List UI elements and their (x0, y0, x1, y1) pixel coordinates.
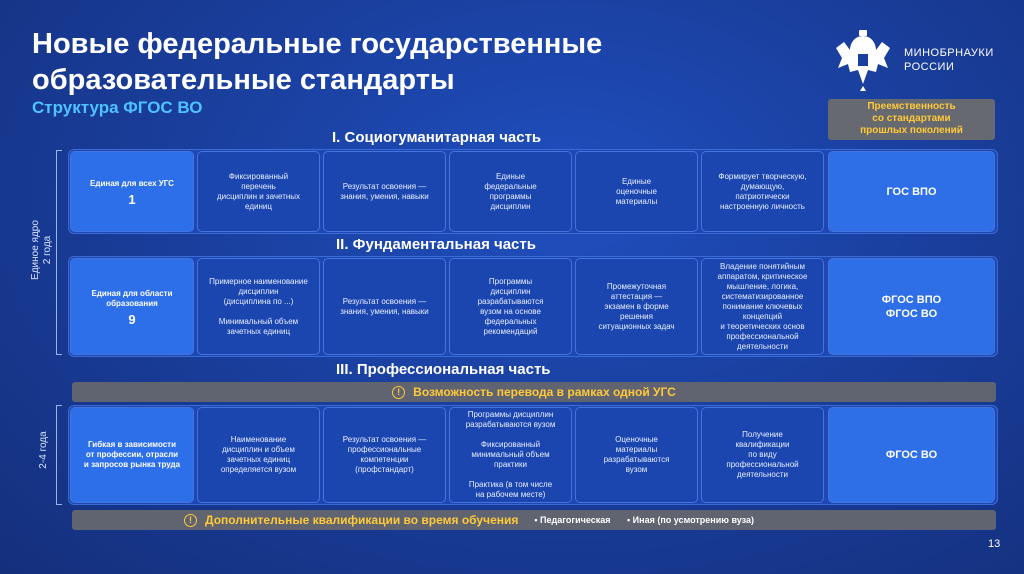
scope-number: 9 (128, 311, 136, 327)
section-2-scope (70, 258, 194, 355)
section-1-cell-1: Фиксированный перечень дисциплин и зачетных единиц (197, 151, 320, 232)
section-3-cell-1: Наименование дисциплин и объем зачетных единиц определяется вузом (197, 407, 320, 503)
section-1-cell-5: Формирует творческую, думающую, патриотически настроенную личность (701, 151, 824, 232)
scope-number: 1 (128, 191, 136, 207)
previous-standards-header: Преемственность со стандартами прошлых поколений (828, 99, 995, 140)
section-title-3: III. Профессиональная часть (336, 361, 551, 378)
section-2-cell-4: Промежуточная аттестация — экзамен в форме решения ситуационных задач (575, 258, 698, 355)
section-title-1: I. Социогуманитарная часть (332, 129, 542, 146)
extra-items (534, 515, 768, 525)
section-1-cell-2: Результат освоения — знания, умения, навыки (323, 151, 446, 232)
section-1-cell-3: Единые федеральные программы дисциплин (449, 151, 572, 232)
page-title: Новые федеральные государственные образовательные стандарты (32, 28, 603, 96)
section-3-cell-4: Оценочные материалы разрабатываются вузом (575, 407, 698, 503)
ministry-logo (832, 28, 1024, 92)
section-3-cell-5: Получение квалификации по виду профессиональной деятельности (701, 407, 824, 503)
scope-label: Единая для области образования (91, 288, 173, 308)
transfer-label: Возможность перевода в рамках одной УГС (413, 385, 676, 399)
core-bracket (56, 150, 62, 355)
flex-bracket (56, 405, 62, 505)
warning-icon: ! (392, 386, 405, 399)
section-3-cell-2: Результат освоения — профессиональные компетенции (профстандарт) (323, 407, 446, 503)
flex-duration-label: 2-4 года (38, 431, 49, 469)
extra-qualifications-bar (72, 510, 996, 530)
scope-label: Единая для всех УГС (90, 178, 174, 188)
section-3-cell-3: Программы дисциплин разрабатываются вузом Фиксированный минимальный объем практики Практика (в том числе на рабочем месте) (449, 407, 572, 503)
core-duration-label: Единое ядро 2 года (30, 220, 53, 280)
section-2-cell-2: Результат освоения — знания, умения, навыки (323, 258, 446, 355)
section-1-standard: ГОС ВПО (828, 151, 995, 232)
scope-label: Гибкая в зависимости от профессии, отрасли и запросов рынка труда (83, 440, 181, 469)
warning-icon: ! (184, 514, 197, 527)
section-1-cell-4: Единые оценочные материалы (575, 151, 698, 232)
section-3-standard: ФГОС ВО (828, 407, 995, 503)
section-title-2: II. Фундаментальная часть (336, 236, 536, 253)
page-subtitle: Структура ФГОС ВО (32, 98, 203, 117)
section-1-scope (70, 151, 194, 232)
extra-item-pedagogical: • Педагогическая (534, 515, 611, 525)
extra-label: Дополнительные квалификации во время обучения (205, 513, 519, 527)
transfer-bar (72, 382, 996, 402)
section-2-cell-3: Программы дисциплин разрабатываются вузом на основе федеральных рекомендаций (449, 258, 572, 355)
section-2-cell-1: Примерное наименование дисциплин (дисциплина по ...) Минимальный объем зачетных единиц (197, 258, 320, 355)
ministry-name: МИНОБРНАУКИ РОССИИ (904, 47, 994, 73)
section-2-cell-5: Владение понятийным аппаратом, критическое мышление, логика, систематизированное понимание ключевых концепций и теоретических основ профессиональной деятельности (701, 258, 824, 355)
page-number: 13 (988, 538, 1001, 550)
section-3-scope (70, 407, 194, 503)
section-2-standard: ФГОС ВПО ФГОС ВО (828, 258, 995, 355)
extra-item-other: • Иная (по усмотрению вуза) (627, 515, 754, 525)
double-headed-eagle-icon (832, 28, 894, 92)
